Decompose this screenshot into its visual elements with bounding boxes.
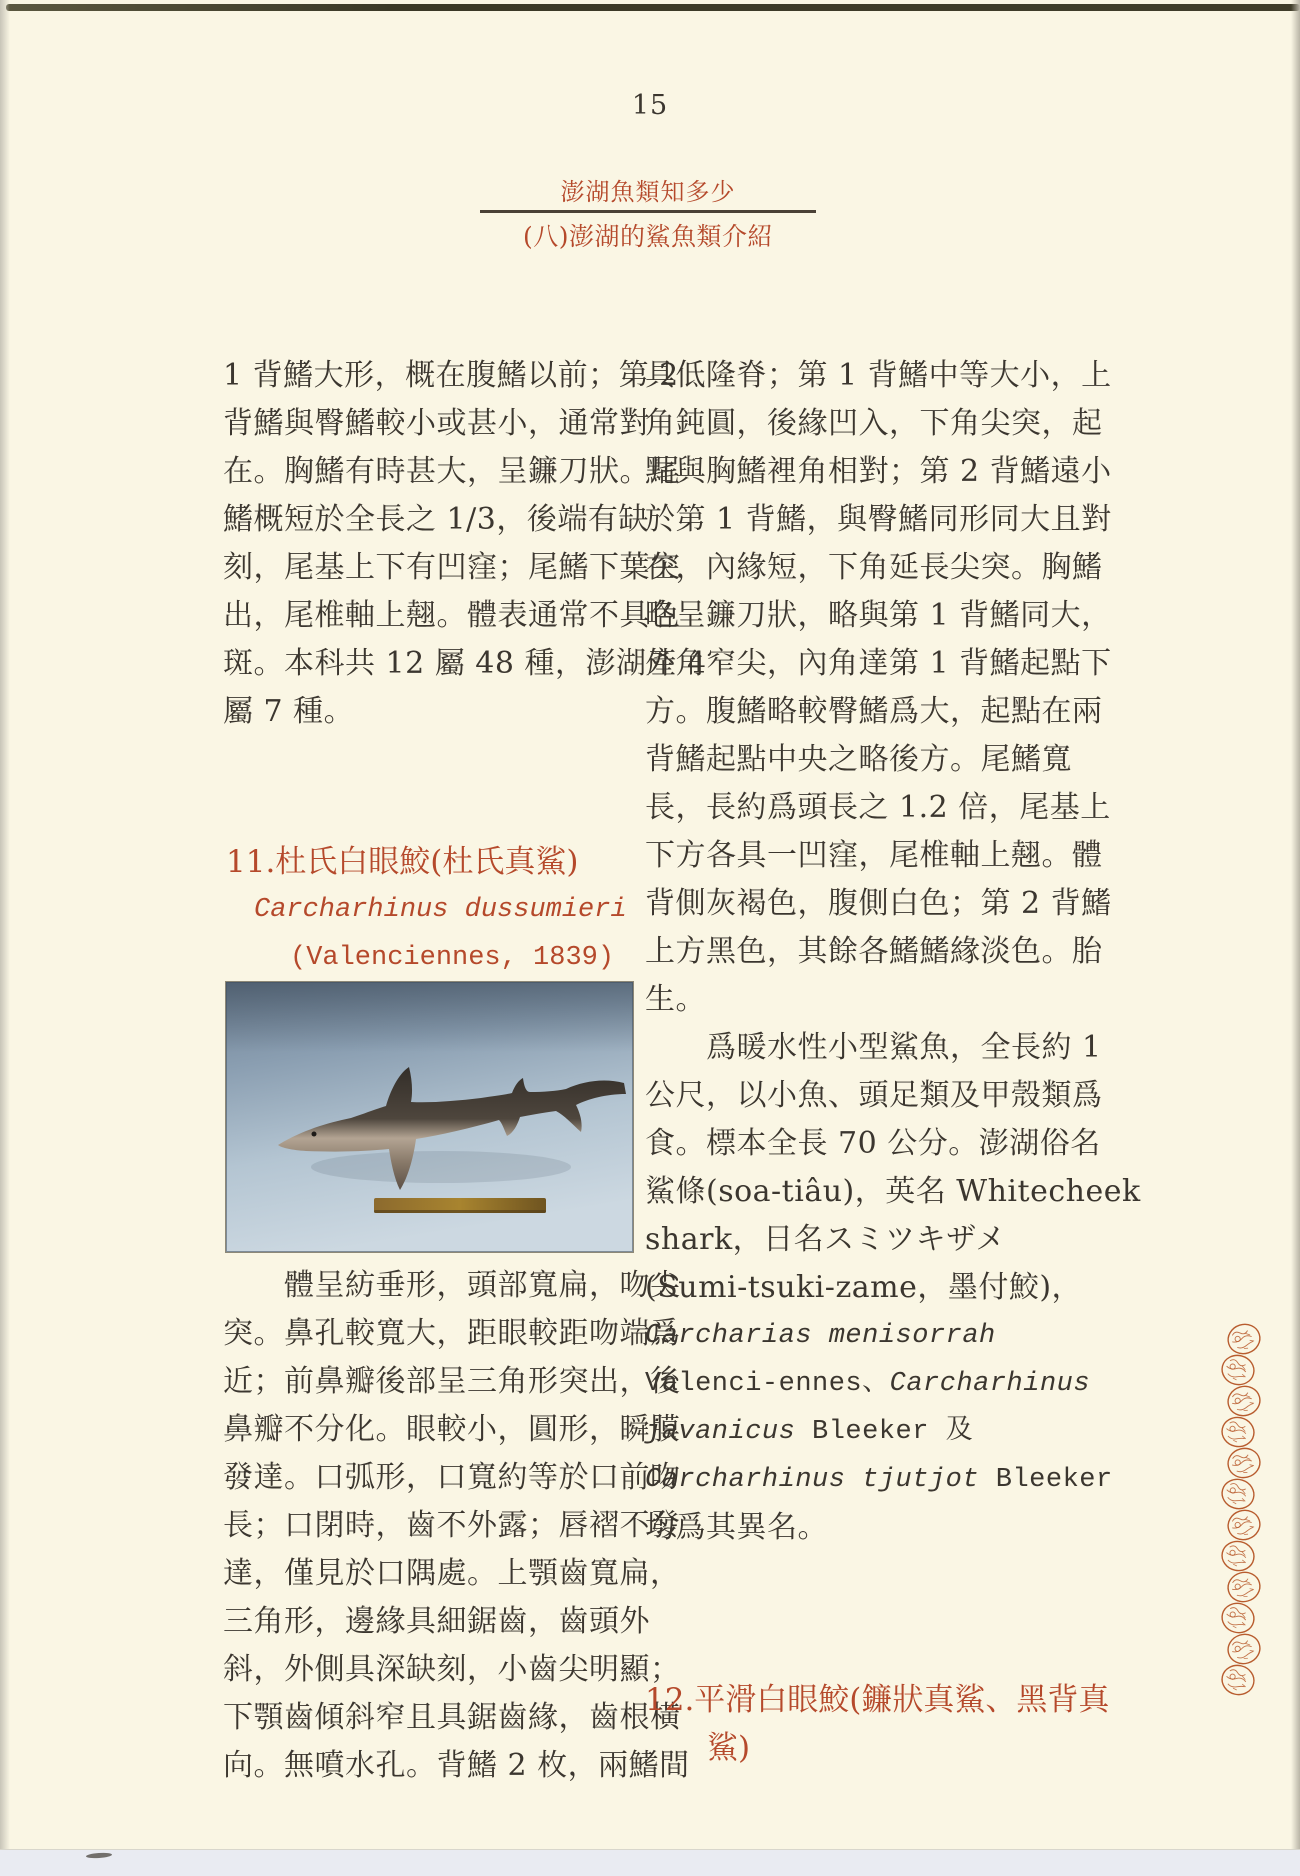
body-line: 鯊條(soa-tiâu)，英名 Whitecheek [645,1174,1141,1209]
body-line: 屬 7 種。 [223,694,355,729]
body-line: 鼻瓣不分化。眼較小，圓形，瞬膜 [223,1412,681,1447]
body-line: 斜，外側具深缺刻，小齒尖明顯； [223,1652,681,1687]
scan-right-edge [1291,0,1300,1876]
section-11-heading: 11.杜氏白眼鮫(杜氏真鯊) [226,844,579,880]
chapter-subtitle: (八)澎湖的鯊魚類介紹 [522,222,773,251]
body-line: 發達。口弧形，口寬約等於口前吻 [223,1460,681,1495]
scan-bottom-strip [0,1849,1300,1876]
body-line: 於第 1 背鰭，與臀鰭同形同大且對 [645,502,1112,537]
title-underline [480,210,816,213]
body-line: 三角形，邊緣具細鋸齒，齒頭外 [223,1604,650,1639]
body-line: 刻，尾基上下有凹窪；尾鰭下葉突 [223,550,681,585]
shark-specimen-photo [226,982,633,1252]
body-line: 背鰭起點中央之略後方。尾鰭寬 [645,742,1072,777]
synonym-regular: Bleeker 及 [795,1417,974,1447]
body-line: 近；前鼻瓣後部呈三角形突出，後 [223,1364,681,1399]
left-column-paragraph-2 [223,1262,690,1790]
section-11-heading-block [226,838,627,982]
synonym-italic: Carcharhinus [889,1369,1091,1399]
section-12-heading-line-2: 鯊) [707,1730,751,1766]
body-line: 長；口閉時，齒不外露；唇褶不發 [223,1508,681,1543]
body-line: 達，僅見於口隅處。上顎齒寬扁， [223,1556,681,1591]
body-line: 向。無噴水孔。背鰭 2 枚，兩鰭間 [223,1748,690,1783]
section-12-heading-line-1: 12.平滑白眼鮫(鐮狀真鯊、黑背真 [645,1682,1110,1718]
body-line: 上方黑色，其餘各鰭鰭緣淡色。胎 [645,934,1103,969]
synonym-italic: Carcharhinus tjutjot [645,1465,980,1495]
body-line: 下方各具一凹窪，尾椎軸上翹。體 [645,838,1103,873]
body-line: 突。鼻孔較寬大，距眼較距吻端爲 [223,1316,681,1351]
body-line: 體呈紡垂形，頭部寬扁，吻尖 [223,1268,681,1303]
body-line: 公尺，以小魚、頭足類及甲殼類爲 [645,1078,1103,1113]
body-line: 生。 [645,982,706,1017]
species-author-year: (Valenciennes, 1839) [290,943,615,973]
scan-left-edge [0,0,10,1876]
body-line: 下顎齒傾斜窄且具鋸齒緣，齒根橫 [223,1700,681,1735]
body-line: 背側灰褐色，腹側白色；第 2 背鰭 [645,886,1112,921]
section-12-heading-block [645,1676,1109,1772]
synonym-line [645,1408,1141,1456]
body-line: 在，內緣短，下角延長尖突。胸鰭 [645,550,1103,585]
body-line: 長，長約爲頭長之 1.2 倍，尾基上 [645,790,1111,825]
body-line: 在。胸鰭有時甚大，呈鐮刀狀。尾 [223,454,681,489]
left-column-paragraph-1 [223,352,707,736]
species-scientific-name: Carcharhinus dussumieri [254,895,627,925]
synonym-regular: Valenci-ennes、 [645,1369,890,1399]
body-line: 食。標本全長 70 公分。澎湖俗名 [645,1126,1101,1161]
body-line: 具低隆脊；第 1 背鰭中等大小，上 [645,358,1112,393]
synonym-regular: Bleeker [979,1465,1113,1495]
body-line: (Sumi-tsuki-zame，墨付鮫)， [645,1270,1083,1305]
synonym-line: Carcharias menisorrah [645,1321,996,1351]
body-line: 出，尾椎軸上翹。體表通常不具色 [223,598,681,633]
page-number: 15 [631,90,669,121]
body-line: 略呈鐮刀狀，略與第 1 背鰭同大， [645,598,1112,633]
page-header [0,172,1296,253]
body-line: 外角窄尖，內角達第 1 背鰭起點下 [645,646,1112,681]
synonym-italic: javanicus [645,1417,796,1447]
photo-top-vignette [226,982,633,1052]
decorative-seal-chain [1214,1322,1270,1714]
right-column [645,352,1141,1552]
journal-title: 澎湖魚類知多少 [560,178,736,206]
body-line: 角鈍圓，後緣凹入，下角尖突，起 [645,406,1103,441]
body-line: 背鰭與臀鰭較小或甚小，通常對 [223,406,650,441]
body-line: shark，日名スミツキザメ [645,1222,1006,1257]
body-line: 爲暖水性小型鯊魚，全長約 1 [645,1030,1102,1065]
ruler-edge [374,1210,546,1213]
body-line: 鰭概短於全長之 1/3，後端有缺 [223,502,649,537]
body-line: 斑。本科共 12 屬 48 種，澎湖產 4 [223,646,707,681]
shark-shadow [311,1151,571,1183]
body-line: 點與胸鰭裡角相對；第 2 背鰭遠小 [645,454,1112,489]
scan-top-edge [6,4,1300,11]
synonym-line [645,1360,1141,1408]
shark-eye [312,1132,317,1137]
body-line: 方。腹鰭略較臀鰭爲大，起點在兩 [645,694,1103,729]
synonym-line: 均爲其異名。 [645,1510,828,1545]
body-line: 1 背鰭大形，概在腹鰭以前；第 2 [223,358,679,393]
synonym-line [645,1456,1141,1504]
scan-smudge [86,1852,112,1859]
